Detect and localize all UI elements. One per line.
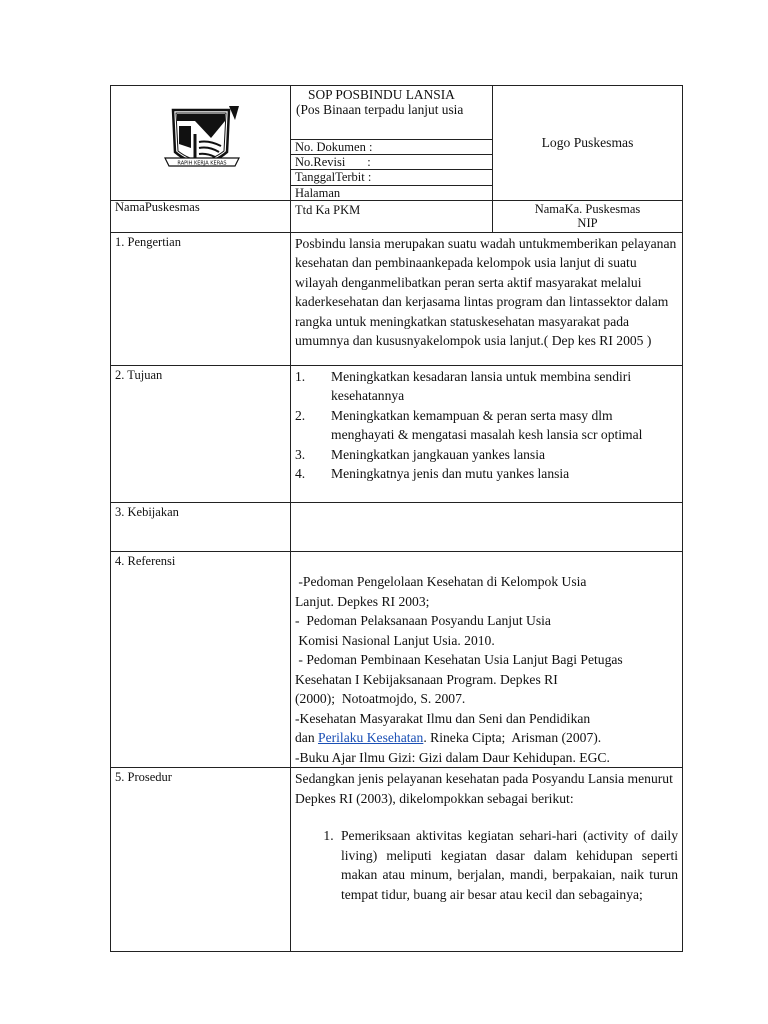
tujuan-item-text: Meningkatkan jangkauan yankes lansia bbox=[331, 446, 546, 462]
logo-puskesmas-cell bbox=[493, 86, 683, 201]
nip-label: NIP bbox=[577, 215, 598, 230]
referensi-content bbox=[291, 551, 683, 768]
no-revisi bbox=[291, 155, 493, 170]
tujuan-item bbox=[295, 464, 678, 484]
pengertian-label: 1. Pengertian bbox=[111, 232, 291, 365]
tanggal-terbit: TanggalTerbit : bbox=[291, 170, 493, 185]
tujuan-item bbox=[295, 406, 678, 445]
referensi-line: -Kesehatan Masyarakat Ilmu dan Seni dan Pendidikan bbox=[295, 710, 591, 726]
sop-subtitle: (Pos Binaan terpadu lanjut usia bbox=[296, 102, 464, 117]
pengertian-text: Posbindu lansia merupakan suatu wadah untukmemberikan pelayanan kesehatan dan pembinaankepada kelompok usia lanjut di suatu wilayah denganmelibatkan peran serta aktif masyarakat melalui kaderkesehatan dan kerjasama lintas program dan lintassektor dalam rangka untuk meningkatkan statuskesehatan masyarakat pada umumnya dan kususnyakelompok usia lanjut.( Dep kes RI 2005 ) bbox=[291, 232, 683, 365]
prosedur-list bbox=[295, 826, 678, 904]
sop-body-table bbox=[110, 232, 683, 953]
tujuan-item-text: Meningkatkan kesadaran lansia untuk membina sendiri kesehatannya bbox=[331, 368, 632, 404]
sop-document bbox=[110, 85, 682, 952]
prosedur-item: 1. Pemeriksaan aktivitas kegiatan sehari-hari (activity of daily living) meliputi kegiatan dasar dalam kehidupan seperti makan atau minum, berjalan, mandi, berpakaian, naik turun tempat tidur, buang air besar atau kecil dan sebagainya; bbox=[337, 826, 678, 904]
referensi-line: (2000); Notoatmojdo, S. 2007. bbox=[295, 691, 466, 707]
referensi-label: 4. Referensi bbox=[111, 551, 291, 768]
kebijakan-label: 3. Kebijakan bbox=[111, 502, 291, 551]
sop-table bbox=[110, 85, 683, 233]
perilaku-kesehatan-link[interactable]: Perilaku Kesehatan bbox=[318, 730, 424, 746]
tujuan-item bbox=[295, 367, 678, 406]
prosedur-label: 5. Prosedur bbox=[111, 768, 291, 952]
tujuan-item-text: Meningkatnya jenis dan mutu yankes lansia bbox=[331, 466, 570, 482]
no-dokumen: No. Dokumen : bbox=[291, 140, 493, 155]
tujuan-item bbox=[295, 445, 678, 465]
referensi-link-prefix: dan bbox=[295, 730, 319, 746]
referensi-link-line bbox=[295, 728, 678, 748]
tujuan-item-number: 3. bbox=[295, 446, 306, 462]
no-revisi-label: No.Revisi : bbox=[295, 155, 371, 170]
referensi-line: Lanjut. Depkes RI 2003; bbox=[295, 593, 430, 609]
referensi-line: - Pedoman Pembinaan Kesehatan Usia Lanjut Bagi Petugas bbox=[295, 652, 623, 668]
kebijakan-text bbox=[291, 502, 683, 551]
referensi-link-suffix: . Rineka Cipta; Arisman (2007). bbox=[423, 730, 602, 746]
seal-motto: RAPIH KERJA KERAS bbox=[176, 160, 227, 167]
ttd-ka-pkm: Ttd Ka PKM bbox=[291, 200, 493, 232]
referensi-line: Komisi Nasional Lanjut Usia. 2010. bbox=[295, 632, 495, 648]
referensi-line: -Pedoman Pengelolaan Kesehatan di Kelompok Usia bbox=[295, 574, 587, 590]
prosedur-intro: Sedangkan jenis pelayanan kesehatan pada Posyandu Lansia menurut Depkes RI (2003), dikelompokkan sebagai berikut: bbox=[295, 771, 673, 806]
halaman: Halaman bbox=[291, 185, 493, 200]
referensi-line: -Buku Ajar Ilmu Gizi: Gizi dalam Daur Kehidupan. EGC. bbox=[295, 749, 610, 765]
prosedur-content bbox=[291, 768, 683, 952]
tujuan-item-number: 1. bbox=[295, 368, 306, 384]
tujuan-content bbox=[291, 365, 683, 502]
sop-title-cell bbox=[291, 86, 493, 140]
nama-puskesmas-label: NamaPuskesmas bbox=[115, 199, 200, 214]
coat-of-arms-icon bbox=[155, 96, 247, 180]
sop-title: SOP POSBINDU LANSIA bbox=[308, 87, 455, 102]
tujuan-item-number: 2. bbox=[295, 407, 306, 423]
nama-ka-cell bbox=[493, 200, 683, 232]
tujuan-item-text: Meningkatkan kemampuan & peran serta masy dlm menghayati & mengatasi masalah kesh lansia scr optimal bbox=[331, 407, 643, 443]
logo-puskesmas-label: Logo Puskesmas bbox=[541, 134, 634, 150]
tujuan-item-number: 4. bbox=[295, 466, 306, 482]
tujuan-label: 2. Tujuan bbox=[111, 365, 291, 502]
referensi-line: - Pedoman Pelaksanaan Posyandu Lanjut Usia bbox=[295, 613, 551, 629]
nama-ka-puskesmas: NamaKa. Puskesmas bbox=[534, 201, 641, 216]
seal-cell bbox=[111, 86, 291, 233]
referensi-line: Kesehatan I Kebijaksanaan Program. Depkes RI bbox=[295, 671, 558, 687]
